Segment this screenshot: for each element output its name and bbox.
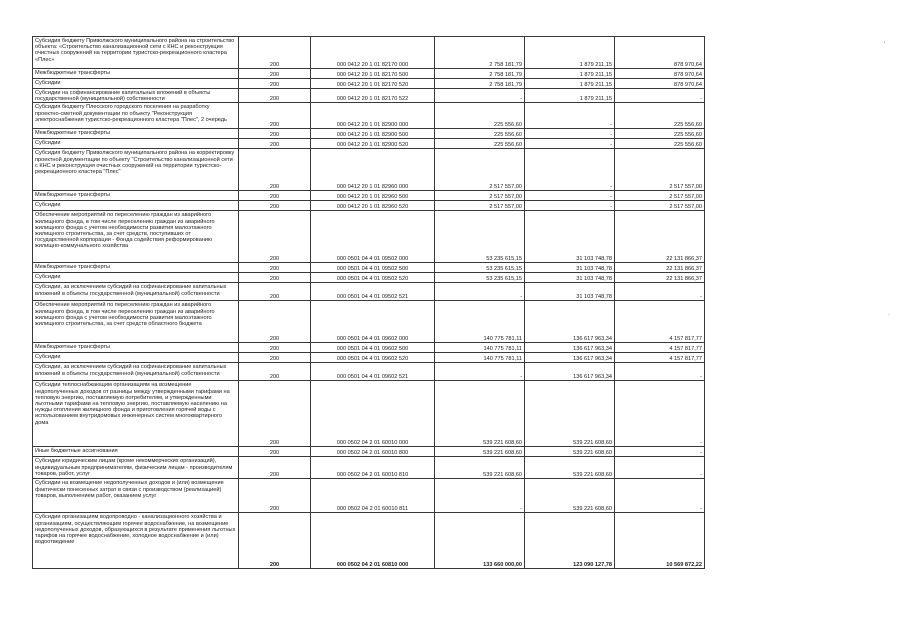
budget-execution-table [32,36,705,569]
table-row [33,79,705,89]
unexecuted-amount-cell: - [615,381,705,447]
classification-code-cell: 000 0501 04 4 01 09502 521 [311,283,435,301]
row-name-cell: Субсидии на софинансирование капитальных вложений в объекты государственной (муниципальной) собственности [33,89,239,103]
row-code-cell: 200 [239,191,311,201]
row-code-cell: 200 [239,283,311,301]
unexecuted-amount-cell: - [615,283,705,301]
row-name-cell: Межбюджетные трансферты [33,69,239,79]
row-code-cell: 200 [239,89,311,103]
row-name-cell: Субсидия бюджету Плесского городского поселения на разработку проектно-сметной документации по объекту "Реконструкция электроснабжения туристско-рекреационного кластера "Плес", 2 очередь [33,103,239,129]
row-name-cell: Субсидии, за исключением субсидий на софинансирование капитальных вложений в объекты государственной (муниципальной) собственности [33,363,239,381]
table-row [33,343,705,353]
table-row [33,301,705,343]
classification-code-cell: 000 0501 04 4 01 09602 000 [311,301,435,343]
executed-amount-cell: - [525,103,615,129]
classification-code-cell: 000 0501 04 4 01 09502 000 [311,211,435,263]
classification-code-cell: 000 0501 04 4 01 09502 500 [311,263,435,273]
approved-amount-cell: 140 775 781,11 [435,343,525,353]
margin-mark: ' [884,42,886,48]
margin-mark: · [888,312,890,318]
table-row [33,201,705,211]
approved-amount-cell: 225 556,60 [435,103,525,129]
executed-amount-cell: 31 103 748,78 [525,283,615,301]
table-row [33,89,705,103]
row-code-cell: 200 [239,447,311,457]
executed-amount-cell: 123 090 127,78 [525,513,615,569]
executed-amount-cell: 539 221 608,60 [525,479,615,513]
classification-code-cell: 000 0412 20 1 01 82960 500 [311,191,435,201]
classification-code-cell: 000 0501 04 4 01 09502 520 [311,273,435,283]
classification-code-cell: 000 0502 04 2 01 60010 811 [311,479,435,513]
executed-amount-cell: - [525,191,615,201]
row-name-cell: Межбюджетные трансферты [33,191,239,201]
unexecuted-amount-cell: - [615,89,705,103]
approved-amount-cell: 133 660 000,00 [435,513,525,569]
unexecuted-amount-cell: 2 517 557,00 [615,191,705,201]
classification-code-cell: 000 0412 20 1 01 82170 520 [311,79,435,89]
approved-amount-cell: 539 221 608,60 [435,381,525,447]
row-name-cell: Субсидии на возмещение недополученных доходов и (или) возмещение фактически понесенных затрат в связи с производством (реализацией) товаров, выполнением работ, оказанием услуг [33,479,239,513]
row-code-cell: 200 [239,149,311,191]
executed-amount-cell: 539 221 608,60 [525,381,615,447]
table-row [33,479,705,513]
row-code-cell: 200 [239,513,311,569]
approved-amount-cell: - [435,283,525,301]
approved-amount-cell: 53 235 615,15 [435,273,525,283]
row-code-cell: 200 [239,103,311,129]
approved-amount-cell: 2 517 557,00 [435,191,525,201]
approved-amount-cell: 225 556,60 [435,139,525,149]
classification-code-cell: 000 0412 20 1 01 82900 000 [311,103,435,129]
table-row [33,129,705,139]
row-name-cell: Межбюджетные трансферты [33,129,239,139]
table-row [33,139,705,149]
unexecuted-amount-cell: 4 157 817,77 [615,353,705,363]
row-name-cell: Субсидии юридическим лицам (кроме некоммерческих организаций), индивидуальным предпринимателям, физическим лицам - производителям товаров, работ, услуг [33,457,239,479]
unexecuted-amount-cell: - [615,447,705,457]
approved-amount-cell: 539 221 608,60 [435,447,525,457]
executed-amount-cell: 539 221 608,60 [525,447,615,457]
row-code-cell: 200 [239,201,311,211]
table-row [33,273,705,283]
row-code-cell: 200 [239,79,311,89]
row-code-cell: 200 [239,479,311,513]
executed-amount-cell: 31 103 748,78 [525,263,615,273]
unexecuted-amount-cell: 2 517 557,00 [615,149,705,191]
unexecuted-amount-cell: 878 970,64 [615,69,705,79]
row-code-cell: 200 [239,457,311,479]
executed-amount-cell: 31 103 748,78 [525,273,615,283]
row-name-cell: Субсидии [33,273,239,283]
table-row [33,457,705,479]
row-name-cell: Субсидии теплоснабжающим организациям на возмещение недополученных доходов от разницы между утвержденными тарифами на тепловую энергию, поставляемую потребителям, и утвержденными льготными тарифами на тепловую энергию, поставляемую населению на нужды отопления жилищного фонда и приготовления горячей воды с использованием внутридомовых инженерных систем многоквартирного дома [33,381,239,447]
row-name-cell: Межбюджетные трансферты [33,263,239,273]
approved-amount-cell: 140 775 781,11 [435,301,525,343]
unexecuted-amount-cell: 4 157 817,77 [615,343,705,353]
unexecuted-amount-cell: 4 157 817,77 [615,301,705,343]
classification-code-cell: 000 0501 04 4 01 09602 500 [311,343,435,353]
unexecuted-amount-cell: 2 517 557,00 [615,201,705,211]
approved-amount-cell: 53 235 615,15 [435,263,525,273]
unexecuted-amount-cell: - [615,457,705,479]
unexecuted-amount-cell: 22 131 866,37 [615,263,705,273]
approved-amount-cell: - [435,89,525,103]
row-name-cell: Субсидии, за исключением субсидий на софинансирование капитальных вложений в объекты государственной (муниципальной) собственности [33,283,239,301]
classification-code-cell: 000 0412 20 1 01 82170 522 [311,89,435,103]
table-row [33,447,705,457]
row-code-cell: 200 [239,211,311,263]
classification-code-cell: 000 0412 20 1 01 82960 520 [311,201,435,211]
row-name-cell: Субсидии [33,353,239,363]
row-code-cell: 200 [239,263,311,273]
classification-code-cell: 000 0412 20 1 01 82900 520 [311,139,435,149]
executed-amount-cell: 136 617 963,34 [525,343,615,353]
unexecuted-amount-cell: 878 970,64 [615,79,705,89]
table-row [33,69,705,79]
table-row [33,263,705,273]
classification-code-cell: 000 0412 20 1 01 82170 500 [311,69,435,79]
table-row [33,37,705,69]
row-code-cell: 200 [239,37,311,69]
row-name-cell: Иные бюджетные ассигнования [33,447,239,457]
unexecuted-amount-cell: 878 970,64 [615,37,705,69]
classification-code-cell: 000 0412 20 1 01 82900 500 [311,129,435,139]
unexecuted-amount-cell: 225 556,60 [615,103,705,129]
table-row [33,381,705,447]
executed-amount-cell: - [525,201,615,211]
row-code-cell: 200 [239,139,311,149]
table-row [33,283,705,301]
classification-code-cell: 000 0412 20 1 01 82960 000 [311,149,435,191]
row-code-cell: 200 [239,69,311,79]
unexecuted-amount-cell: 10 569 872,22 [615,513,705,569]
row-code-cell: 200 [239,273,311,283]
row-code-cell: 200 [239,129,311,139]
row-name-cell: Субсидии [33,201,239,211]
row-code-cell: 200 [239,353,311,363]
row-name-cell: Обеспечение мероприятий по переселению граждан из аварийного жилищного фонда, в том числе переселению граждан из аварийного жилищного фонда с учетом необходимости развития малоэтажного жилищного строительства, за счет средств областного бюджета [33,301,239,343]
executed-amount-cell: - [525,139,615,149]
classification-code-cell: 000 0502 04 2 01 60010 800 [311,447,435,457]
row-code-cell: 200 [239,363,311,381]
classification-code-cell: 000 0502 04 2 01 60010 810 [311,457,435,479]
executed-amount-cell: 31 103 748,78 [525,211,615,263]
row-code-cell: 200 [239,301,311,343]
row-name-cell: Обеспечение мероприятий по переселению граждан из аварийного жилищного фонда, в том числе переселению граждан из аварийного жилищного фонда с учетом необходимости развития малоэтажного жилищного строительства, за счет средств, поступивших от государственной корпорации - Фонда содействия реформированию жилищно-коммунального хозяйства [33,211,239,263]
row-name-cell: Субсидия бюджету Приволжского муниципального района на строительство объекта: «Строительство канализационной сети с КНС и реконструкция очистных сооружений на территории туристско-рекреационного кластера «Плес» [33,37,239,69]
table-row [33,353,705,363]
row-code-cell: 200 [239,381,311,447]
approved-amount-cell: 53 235 615,15 [435,211,525,263]
approved-amount-cell: 2 758 181,79 [435,69,525,79]
executed-amount-cell: 539 221 608,60 [525,457,615,479]
unexecuted-amount-cell: 225 556,60 [615,139,705,149]
unexecuted-amount-cell: - [615,363,705,381]
executed-amount-cell: 1 879 211,15 [525,37,615,69]
executed-amount-cell: 1 879 211,15 [525,69,615,79]
unexecuted-amount-cell: 225 556,60 [615,129,705,139]
table-row [33,211,705,263]
table-row [33,363,705,381]
executed-amount-cell: 1 879 211,15 [525,89,615,103]
classification-code-cell: 000 0412 20 1 01 82170 000 [311,37,435,69]
classification-code-cell: 000 0502 04 2 01 60810 000 [311,513,435,569]
executed-amount-cell: 1 879 211,15 [525,79,615,89]
approved-amount-cell: 225 556,60 [435,129,525,139]
table-row [33,149,705,191]
row-name-cell: Субсидии [33,79,239,89]
classification-code-cell: 000 0502 04 2 01 60010 000 [311,381,435,447]
approved-amount-cell: 140 775 781,11 [435,353,525,363]
approved-amount-cell: - [435,363,525,381]
row-name-cell: Межбюджетные трансферты [33,343,239,353]
approved-amount-cell: - [435,479,525,513]
unexecuted-amount-cell: 22 131 866,37 [615,273,705,283]
table-row [33,103,705,129]
approved-amount-cell: 2 517 557,00 [435,201,525,211]
approved-amount-cell: 2 517 557,00 [435,149,525,191]
row-code-cell: 200 [239,343,311,353]
classification-code-cell: 000 0501 04 4 01 09602 521 [311,363,435,381]
executed-amount-cell: 136 617 963,34 [525,363,615,381]
executed-amount-cell: - [525,149,615,191]
approved-amount-cell: 2 758 181,79 [435,79,525,89]
table-row [33,191,705,201]
classification-code-cell: 000 0501 04 4 01 09602 520 [311,353,435,363]
unexecuted-amount-cell: - [615,479,705,513]
row-name-cell: Субсидии [33,139,239,149]
row-name-cell: Субсидии организациям водопроводно - канализационного хозяйства и организациям, осуществляющим горячее водоснабжение, на возмещение недополученных доходов, образующихся в результате применения льготных тарифов на горячее водоснабжение, холодное водоснабжение и (или) водоотведение [33,513,239,569]
row-name-cell: Субсидия бюджету Приволжского муниципального района на корректировку проектной документации по объекту "Строительство канализационной сети с КНС и реконструкция очистных сооружений на территории туристско-рекреационного кластера "Плес" [33,149,239,191]
executed-amount-cell: - [525,129,615,139]
table-row [33,513,705,569]
executed-amount-cell: 136 617 963,34 [525,353,615,363]
unexecuted-amount-cell: 22 131 866,37 [615,211,705,263]
approved-amount-cell: 539 221 608,60 [435,457,525,479]
approved-amount-cell: 2 758 181,79 [435,37,525,69]
executed-amount-cell: 136 617 963,34 [525,301,615,343]
